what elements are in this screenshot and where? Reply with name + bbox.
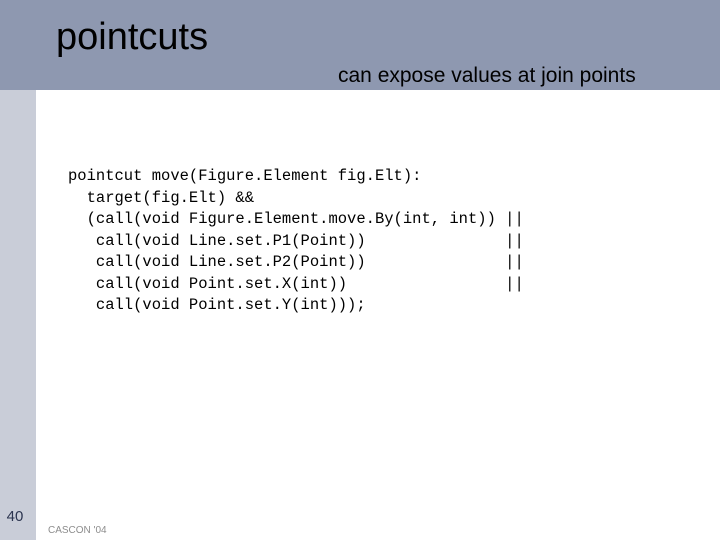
page-number: 40: [6, 508, 24, 525]
left-sidebar-strip: [0, 90, 36, 540]
code-line: call(void Line.set.P2(Point)) ||: [68, 253, 524, 271]
code-line: call(void Line.set.P1(Point)) ||: [68, 231, 524, 250]
code-line: call(void Point.set.X(int)) ||: [68, 274, 524, 293]
footer-conference-label: CASCON '04: [48, 525, 107, 536]
code-line: (call(void Figure.Element.move.By(int, int)) ||: [68, 210, 524, 228]
code-line: call(void Point.set.Y(int)));: [68, 296, 366, 314]
slide-title: pointcuts: [56, 16, 209, 58]
code-block: [68, 166, 524, 317]
code-line: pointcut move(Figure.Element fig.Elt):: [68, 167, 422, 185]
slide-subtitle: can expose values at join points: [338, 64, 636, 87]
code-line: target(fig.Elt) &&: [68, 188, 255, 207]
